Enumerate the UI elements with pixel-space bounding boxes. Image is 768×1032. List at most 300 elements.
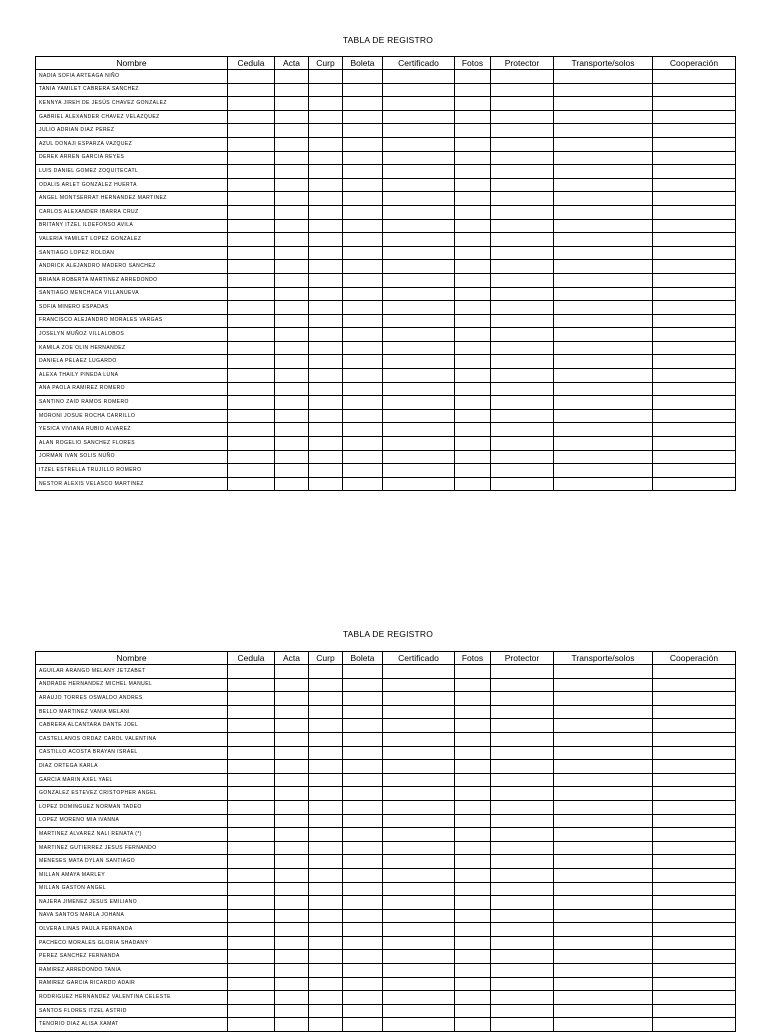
cooperacion-cell [653,382,736,396]
cooperacion-cell [653,355,736,369]
cedula-cell [228,83,275,97]
acta-cell [275,205,309,219]
student-name-cell: BRIANA ROBERTA MARTINEZ ARREDONDO [36,273,228,287]
transporte-cell [554,70,653,84]
student-name-cell: RODRIGUEZ HERNANDEZ VALENTINA CELESTE [36,991,228,1005]
header-transporte: Transporte/solos [554,652,653,665]
fotos-cell [455,800,491,814]
protector-cell [491,950,554,964]
cedula-cell [228,178,275,192]
acta-cell [275,450,309,464]
fotos-cell [455,205,491,219]
fotos-cell [455,219,491,233]
cedula-cell [228,705,275,719]
cedula-cell [228,192,275,206]
student-name-cell: JORMAN IVAN SOLIS NUÑO [36,450,228,464]
protector-cell [491,746,554,760]
table-row [36,828,736,842]
curp-cell [309,977,343,991]
cooperacion-cell [653,950,736,964]
fotos-cell [455,814,491,828]
protector-cell [491,382,554,396]
fotos-cell [455,882,491,896]
boleta-cell [343,233,383,247]
certificado-cell [383,396,455,410]
acta-cell [275,909,309,923]
student-name-cell: NESTOR ALEXIS VELASCO MARTINEZ [36,477,228,491]
table-row [36,328,736,342]
student-name-cell: NAJERA JIMENEZ JESUS EMILIANO [36,896,228,910]
cooperacion-cell [653,137,736,151]
fotos-cell [455,665,491,679]
protector-cell [491,137,554,151]
table-row [36,746,736,760]
fotos-cell [455,746,491,760]
certificado-cell [383,328,455,342]
certificado-cell [383,151,455,165]
transporte-cell [554,841,653,855]
boleta-cell [343,868,383,882]
transporte-cell [554,124,653,138]
protector-cell [491,841,554,855]
student-name-cell: DIAZ ORTEGA KARLA [36,760,228,774]
fotos-cell [455,760,491,774]
boleta-cell [343,477,383,491]
protector-cell [491,83,554,97]
protector-cell [491,909,554,923]
certificado-cell [383,936,455,950]
student-name-cell: ANA PAOLA RAMIREZ ROMERO [36,382,228,396]
table-row [36,719,736,733]
cooperacion-cell [653,760,736,774]
cooperacion-cell [653,923,736,937]
acta-cell [275,464,309,478]
table-row [36,396,736,410]
boleta-cell [343,882,383,896]
acta-cell [275,233,309,247]
student-name-cell: ODALIS ARLET GONZALEZ HUERTA [36,178,228,192]
curp-cell [309,328,343,342]
acta-cell [275,396,309,410]
fotos-cell [455,923,491,937]
curp-cell [309,678,343,692]
table-row [36,369,736,383]
transporte-cell [554,787,653,801]
curp-cell [309,409,343,423]
cooperacion-cell [653,369,736,383]
cedula-cell [228,260,275,274]
cooperacion-cell [653,260,736,274]
certificado-cell [383,909,455,923]
cooperacion-cell [653,773,736,787]
cedula-cell [228,800,275,814]
student-name-cell: ANDRICK ALEJANDRO MADERO SANCHEZ [36,260,228,274]
curp-cell [309,746,343,760]
cooperacion-cell [653,855,736,869]
acta-cell [275,437,309,451]
curp-cell [309,151,343,165]
certificado-cell [383,678,455,692]
curp-cell [309,464,343,478]
fotos-cell [455,964,491,978]
student-name-cell: ARAUJO TORRES OSWALDO ANDRES [36,692,228,706]
fotos-cell [455,355,491,369]
certificado-cell [383,950,455,964]
transporte-cell [554,450,653,464]
student-name-cell: RAMIREZ ARREDONDO TANIA [36,964,228,978]
cedula-cell [228,936,275,950]
transporte-cell [554,165,653,179]
curp-cell [309,705,343,719]
transporte-cell [554,219,653,233]
boleta-cell [343,369,383,383]
cooperacion-cell [653,692,736,706]
protector-cell [491,70,554,84]
protector-cell [491,732,554,746]
header-curp: Curp [309,652,343,665]
boleta-cell [343,409,383,423]
header-row [36,652,736,665]
header-cedula: Cedula [228,57,275,70]
student-name-cell: SANTIAGO LOPEZ ROLDAN [36,246,228,260]
protector-cell [491,369,554,383]
certificado-cell [383,273,455,287]
cedula-cell [228,110,275,124]
acta-cell [275,341,309,355]
boleta-cell [343,746,383,760]
fotos-cell [455,124,491,138]
certificado-cell [383,464,455,478]
acta-cell [275,964,309,978]
acta-cell [275,409,309,423]
table-row [36,991,736,1005]
protector-cell [491,314,554,328]
boleta-cell [343,287,383,301]
certificado-cell [383,665,455,679]
cooperacion-cell [653,909,736,923]
cooperacion-cell [653,1004,736,1018]
curp-cell [309,950,343,964]
protector-cell [491,896,554,910]
cedula-cell [228,205,275,219]
acta-cell [275,868,309,882]
cedula-cell [228,991,275,1005]
transporte-cell [554,773,653,787]
fotos-cell [455,692,491,706]
transporte-cell [554,477,653,491]
cedula-cell [228,950,275,964]
curp-cell [309,841,343,855]
student-name-cell: NAVA SANTOS MARLA JOHANA [36,909,228,923]
cooperacion-cell [653,165,736,179]
protector-cell [491,423,554,437]
fotos-cell [455,896,491,910]
table-row [36,977,736,991]
student-name-cell: ANGEL MONTSERRAT HERNANDEZ MARTINEZ [36,192,228,206]
table-row [36,760,736,774]
certificado-cell [383,896,455,910]
certificado-cell [383,369,455,383]
student-name-cell: LUIS DANIEL GOMEZ ZOQUITECATL [36,165,228,179]
table-row [36,1004,736,1018]
protector-cell [491,991,554,1005]
protector-cell [491,287,554,301]
certificado-cell [383,314,455,328]
cooperacion-cell [653,233,736,247]
header-curp: Curp [309,57,343,70]
cooperacion-cell [653,151,736,165]
curp-cell [309,868,343,882]
curp-cell [309,369,343,383]
protector-cell [491,760,554,774]
table-row [36,800,736,814]
cooperacion-cell [653,341,736,355]
cooperacion-cell [653,665,736,679]
fotos-cell [455,165,491,179]
header-protector: Protector [491,57,554,70]
student-name-cell: RAMIREZ GARCIA RICARDO ADAIR [36,977,228,991]
cedula-cell [228,437,275,451]
curp-cell [309,814,343,828]
table-row [36,382,736,396]
student-name-cell: CASTILLO ACOSTA BRAYAN ISRAEL [36,746,228,760]
fotos-cell [455,773,491,787]
student-name-cell: GABRIEL ALEXANDER CHAVEZ VELAZQUEZ [36,110,228,124]
protector-cell [491,464,554,478]
fotos-cell [455,273,491,287]
table-row [36,950,736,964]
registro-table [35,56,736,491]
acta-cell [275,841,309,855]
curp-cell [309,301,343,315]
cooperacion-cell [653,246,736,260]
curp-cell [309,287,343,301]
table-row [36,665,736,679]
boleta-cell [343,705,383,719]
boleta-cell [343,1018,383,1032]
cedula-cell [228,287,275,301]
protector-cell [491,246,554,260]
header-certificado: Certificado [383,57,455,70]
acta-cell [275,178,309,192]
protector-cell [491,964,554,978]
certificado-cell [383,760,455,774]
protector-cell [491,868,554,882]
table-row [36,273,736,287]
curp-cell [309,732,343,746]
transporte-cell [554,328,653,342]
fotos-cell [455,991,491,1005]
cooperacion-cell [653,814,736,828]
boleta-cell [343,800,383,814]
table-row [36,151,736,165]
transporte-cell [554,273,653,287]
cedula-cell [228,828,275,842]
curp-cell [309,110,343,124]
acta-cell [275,287,309,301]
cedula-cell [228,409,275,423]
header-acta: Acta [275,652,309,665]
transporte-cell [554,936,653,950]
cedula-cell [228,97,275,111]
header-cooperacion: Cooperación [653,652,736,665]
boleta-cell [343,137,383,151]
table-row [36,287,736,301]
student-name-cell: CABRERA ALCANTARA DANTE JOEL [36,719,228,733]
student-name-cell: ITZEL ESTRELLA TRUJILLO ROMERO [36,464,228,478]
certificado-cell [383,137,455,151]
student-name-cell: VALERIA YAMILET LOPEZ GONZALEZ [36,233,228,247]
transporte-cell [554,437,653,451]
acta-cell [275,773,309,787]
acta-cell [275,260,309,274]
student-name-cell: MORONI JOSUE ROCHA CARRILLO [36,409,228,423]
curp-cell [309,233,343,247]
acta-cell [275,1004,309,1018]
student-name-cell: MILLAN GASTON ANGEL [36,882,228,896]
curp-cell [309,423,343,437]
fotos-cell [455,841,491,855]
student-name-cell: SOFIA MINERO ESPADAS [36,301,228,315]
transporte-cell [554,665,653,679]
table-row [36,314,736,328]
boleta-cell [343,977,383,991]
fotos-cell [455,396,491,410]
boleta-cell [343,692,383,706]
table-row [36,341,736,355]
acta-cell [275,855,309,869]
cedula-cell [228,855,275,869]
fotos-cell [455,828,491,842]
student-name-cell: DEREK ARREN GARCIA REYES [36,151,228,165]
cooperacion-cell [653,719,736,733]
cedula-cell [228,1018,275,1032]
table-row [36,964,736,978]
cedula-cell [228,882,275,896]
transporte-cell [554,855,653,869]
header-row [36,57,736,70]
curp-cell [309,1018,343,1032]
sheet-title: TABLA DE REGISTRO [342,35,434,45]
transporte-cell [554,260,653,274]
cooperacion-cell [653,828,736,842]
boleta-cell [343,396,383,410]
header-protector: Protector [491,652,554,665]
fotos-cell [455,287,491,301]
table-row [36,355,736,369]
boleta-cell [343,450,383,464]
protector-cell [491,355,554,369]
student-name-cell: SANTOS FLORES ITZEL ASTRID [36,1004,228,1018]
fotos-cell [455,341,491,355]
transporte-cell [554,909,653,923]
boleta-cell [343,678,383,692]
fotos-cell [455,437,491,451]
fotos-cell [455,423,491,437]
cooperacion-cell [653,746,736,760]
curp-cell [309,97,343,111]
protector-cell [491,477,554,491]
acta-cell [275,355,309,369]
boleta-cell [343,732,383,746]
header-cooperacion: Cooperación [653,57,736,70]
student-name-cell: DANIELA PELAEZ LUGARDO [36,355,228,369]
curp-cell [309,964,343,978]
cooperacion-cell [653,314,736,328]
curp-cell [309,719,343,733]
curp-cell [309,828,343,842]
cooperacion-cell [653,97,736,111]
fotos-cell [455,909,491,923]
header-certificado: Certificado [383,652,455,665]
cooperacion-cell [653,800,736,814]
acta-cell [275,151,309,165]
certificado-cell [383,341,455,355]
cedula-cell [228,477,275,491]
certificado-cell [383,977,455,991]
boleta-cell [343,950,383,964]
header-nombre: Nombre [36,57,228,70]
cedula-cell [228,868,275,882]
fotos-cell [455,301,491,315]
table-row [36,841,736,855]
transporte-cell [554,692,653,706]
table-row [36,896,736,910]
fotos-cell [455,787,491,801]
protector-cell [491,97,554,111]
transporte-cell [554,178,653,192]
boleta-cell [343,301,383,315]
cedula-cell [228,692,275,706]
boleta-cell [343,665,383,679]
table-row [36,124,736,138]
transporte-cell [554,314,653,328]
protector-cell [491,692,554,706]
curp-cell [309,923,343,937]
boleta-cell [343,382,383,396]
transporte-cell [554,814,653,828]
cooperacion-cell [653,991,736,1005]
certificado-cell [383,746,455,760]
fotos-cell [455,97,491,111]
cooperacion-cell [653,192,736,206]
protector-cell [491,800,554,814]
student-name-cell: PACHECO MORALES GLORIA SHADANY [36,936,228,950]
acta-cell [275,800,309,814]
student-name-cell: FRANCISCO ALEJANDRO MORALES VARGAS [36,314,228,328]
table-row [36,450,736,464]
cedula-cell [228,909,275,923]
curp-cell [309,477,343,491]
boleta-cell [343,896,383,910]
cedula-cell [228,1004,275,1018]
cooperacion-cell [653,464,736,478]
cedula-cell [228,923,275,937]
certificado-cell [383,301,455,315]
certificado-cell [383,991,455,1005]
transporte-cell [554,950,653,964]
cooperacion-cell [653,219,736,233]
curp-cell [309,773,343,787]
cooperacion-cell [653,705,736,719]
transporte-cell [554,301,653,315]
transporte-cell [554,423,653,437]
transporte-cell [554,233,653,247]
curp-cell [309,450,343,464]
certificado-cell [383,437,455,451]
table-row [36,1018,736,1032]
fotos-cell [455,1018,491,1032]
